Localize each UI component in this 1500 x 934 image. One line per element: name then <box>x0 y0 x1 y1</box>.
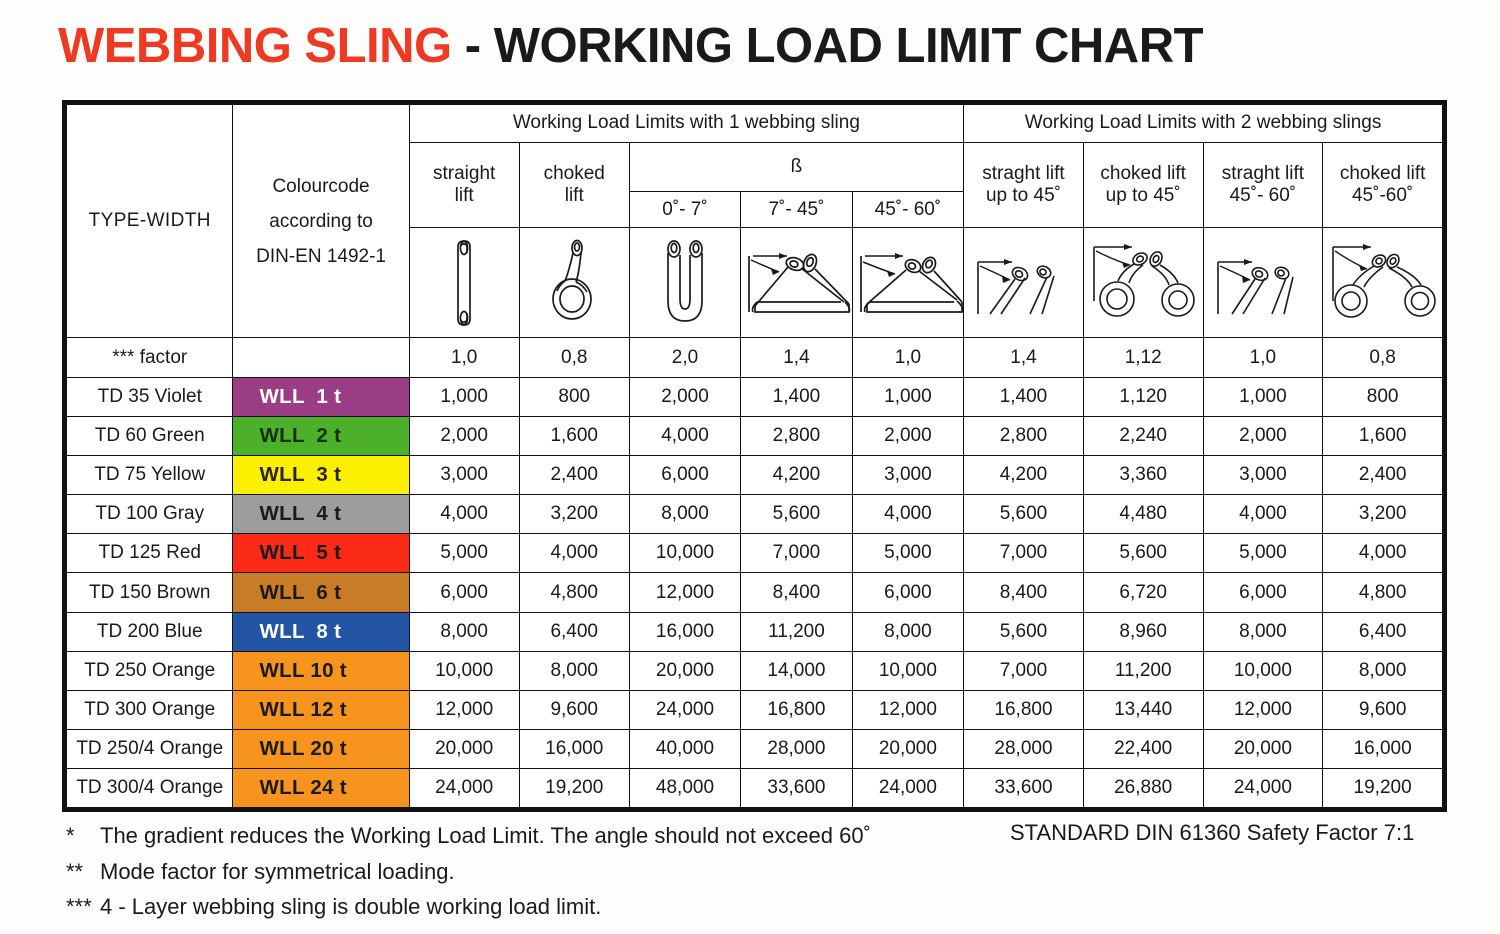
type-width-cell: TD 250/4 Orange <box>67 729 233 768</box>
load-value-cell: 2,800 <box>964 417 1084 456</box>
load-value-cell: 4,200 <box>964 456 1084 495</box>
load-value-cell: 2,800 <box>741 417 852 456</box>
table-row <box>67 495 1443 534</box>
colourcode-cell <box>233 573 409 612</box>
load-value-cell: 5,000 <box>852 534 963 573</box>
footnote-text: 4 - Layer webbing sling is double working load limit. <box>100 894 602 920</box>
load-value-cell: 11,200 <box>741 612 852 651</box>
load-value-cell: 3,200 <box>1323 495 1443 534</box>
header-2sling-choked-60 <box>1323 142 1443 227</box>
load-value-cell: 5,000 <box>1203 534 1323 573</box>
table-row <box>67 417 1443 456</box>
table-row <box>67 768 1443 807</box>
load-value-cell: 1,000 <box>1203 378 1323 417</box>
basket-sling-45-icon <box>741 227 852 338</box>
header-angle-7-45: 7˚- 45˚ <box>741 192 852 228</box>
load-value-cell: 1,000 <box>409 378 519 417</box>
factor-row <box>67 338 1443 378</box>
load-value-cell: 3,000 <box>1203 456 1323 495</box>
load-value-cell: 16,800 <box>741 690 852 729</box>
load-limit-table-wrap <box>62 100 1447 812</box>
straight-lift-icon <box>409 227 519 338</box>
load-value-cell: 4,000 <box>519 534 629 573</box>
header-2sling-choked-60-l1: choked lift <box>1339 162 1426 184</box>
load-value-cell: 8,000 <box>409 612 519 651</box>
header-2sling-straight-60-l2: 45˚- 60˚ <box>1229 184 1297 206</box>
colourcode-cell <box>233 495 409 534</box>
load-value-cell: 1,000 <box>852 378 963 417</box>
load-value-cell: 12,000 <box>629 573 740 612</box>
footnote-line <box>66 818 871 854</box>
title-rest: - WORKING LOAD LIMIT CHART <box>451 19 1204 73</box>
load-value-cell: 5,600 <box>964 612 1084 651</box>
load-value-cell: 12,000 <box>1203 690 1323 729</box>
load-value-cell: 19,200 <box>1323 768 1443 807</box>
load-value-cell: 12,000 <box>409 690 519 729</box>
load-value-cell: 28,000 <box>741 729 852 768</box>
header-colourcode <box>233 105 409 338</box>
footnote-line <box>66 889 871 925</box>
table-row <box>67 729 1443 768</box>
u-sling-icon <box>629 227 740 338</box>
header-choked-lift <box>519 142 629 227</box>
load-value-cell: 7,000 <box>741 534 852 573</box>
load-value-cell: 8,960 <box>1083 612 1203 651</box>
load-value-cell: 9,600 <box>519 690 629 729</box>
load-value-cell: 6,400 <box>1323 612 1443 651</box>
header-2sling-choked-45 <box>1083 142 1203 227</box>
header-straight-lift <box>409 142 519 227</box>
factor-value: 2,0 <box>629 338 740 378</box>
standard-note: STANDARD DIN 61360 Safety Factor 7:1 <box>1010 820 1415 845</box>
header-2sling-straight-45-l2: up to 45˚ <box>985 184 1061 206</box>
load-value-cell: 3,000 <box>852 456 963 495</box>
type-width-cell: TD 100 Gray <box>67 495 233 534</box>
header-2sling-straight-45-l1: straght lift <box>982 162 1065 184</box>
load-value-cell: 5,000 <box>409 534 519 573</box>
basket-sling-60-icon <box>852 227 963 338</box>
load-value-cell: 2,000 <box>629 378 740 417</box>
table-row <box>67 690 1443 729</box>
wll-swatch: WLL 6 t <box>233 573 408 611</box>
load-value-cell: 26,880 <box>1083 768 1203 807</box>
factor-label: *** factor <box>67 338 233 378</box>
load-value-cell: 10,000 <box>629 534 740 573</box>
load-value-cell: 16,800 <box>964 690 1084 729</box>
colourcode-cell <box>233 534 409 573</box>
load-value-cell: 24,000 <box>1203 768 1323 807</box>
header-angle-0-7: 0˚- 7˚ <box>629 192 740 228</box>
footnote-mark: * <box>66 823 75 848</box>
load-value-cell: 33,600 <box>964 768 1084 807</box>
type-width-cell: TD 125 Red <box>67 534 233 573</box>
type-width-cell: TD 250 Orange <box>67 651 233 690</box>
colourcode-line-2: according to <box>269 210 373 232</box>
type-width-cell: TD 75 Yellow <box>67 456 233 495</box>
load-value-cell: 1,400 <box>964 378 1084 417</box>
colourcode-cell <box>233 417 409 456</box>
load-value-cell: 3,360 <box>1083 456 1203 495</box>
colourcode-cell <box>233 768 409 807</box>
load-value-cell: 13,440 <box>1083 690 1203 729</box>
load-value-cell: 2,000 <box>852 417 963 456</box>
load-value-cell: 16,000 <box>629 612 740 651</box>
header-2sling-straight-60 <box>1203 142 1323 227</box>
type-width-cell: TD 200 Blue <box>67 612 233 651</box>
load-value-cell: 5,600 <box>741 495 852 534</box>
load-value-cell: 1,120 <box>1083 378 1203 417</box>
footnote-mark: ** <box>66 858 84 884</box>
header-2sling-choked-60-l2: 45˚-60˚ <box>1351 184 1414 206</box>
table-row <box>67 651 1443 690</box>
title-highlight: WEBBING SLING <box>58 19 452 73</box>
footnotes <box>66 818 871 925</box>
factor-value: 1,0 <box>409 338 519 378</box>
factor-value: 0,8 <box>519 338 629 378</box>
wll-swatch: WLL 1 t <box>233 378 408 416</box>
choked-lift-icon <box>519 227 629 338</box>
header-group-2-slings: Working Load Limits with 2 webbing slings <box>964 105 1443 143</box>
load-value-cell: 4,000 <box>629 417 740 456</box>
table-row <box>67 612 1443 651</box>
load-value-cell: 8,000 <box>1323 651 1443 690</box>
load-value-cell: 4,200 <box>741 456 852 495</box>
header-choked-lift-l1: choked <box>543 162 605 184</box>
wll-swatch: WLL 10 t <box>233 652 408 690</box>
load-value-cell: 4,000 <box>409 495 519 534</box>
load-value-cell: 40,000 <box>629 729 740 768</box>
load-value-cell: 3,000 <box>409 456 519 495</box>
colourcode-line-1: Colourcode <box>272 175 370 197</box>
load-value-cell: 2,400 <box>519 456 629 495</box>
table-row <box>67 378 1443 417</box>
type-width-cell: TD 60 Green <box>67 417 233 456</box>
header-group-1-sling: Working Load Limits with 1 webbing sling <box>409 105 964 143</box>
load-value-cell: 6,000 <box>629 456 740 495</box>
header-straight-lift-l2: lift <box>454 184 474 206</box>
header-type-width: TYPE-WIDTH <box>67 105 233 338</box>
load-value-cell: 5,600 <box>1083 534 1203 573</box>
colourcode-cell <box>233 612 409 651</box>
load-value-cell: 6,000 <box>1203 573 1323 612</box>
load-value-cell: 1,600 <box>1323 417 1443 456</box>
load-value-cell: 16,000 <box>1323 729 1443 768</box>
type-width-cell: TD 150 Brown <box>67 573 233 612</box>
load-value-cell: 12,000 <box>852 690 963 729</box>
header-beta-symbol: ß <box>629 142 963 192</box>
factor-blank <box>233 338 409 378</box>
load-value-cell: 20,000 <box>1203 729 1323 768</box>
footnote-mark: *** <box>66 894 92 920</box>
load-value-cell: 800 <box>519 378 629 417</box>
load-value-cell: 20,000 <box>852 729 963 768</box>
load-value-cell: 3,200 <box>519 495 629 534</box>
load-value-cell: 6,720 <box>1083 573 1203 612</box>
header-2sling-straight-60-l1: straght lift <box>1221 162 1305 184</box>
colourcode-cell <box>233 690 409 729</box>
load-value-cell: 28,000 <box>964 729 1084 768</box>
load-value-cell: 20,000 <box>409 729 519 768</box>
load-value-cell: 8,000 <box>629 495 740 534</box>
wll-swatch: WLL 20 t <box>233 730 408 768</box>
footnote-line <box>66 854 871 890</box>
colourcode-cell <box>233 651 409 690</box>
factor-value: 1,0 <box>1203 338 1323 378</box>
colourcode-cell <box>233 378 409 417</box>
wll-swatch: WLL 12 t <box>233 691 408 729</box>
load-value-cell: 8,000 <box>852 612 963 651</box>
load-value-cell: 1,600 <box>519 417 629 456</box>
header-angle-45-60: 45˚- 60˚ <box>852 192 963 228</box>
table-row <box>67 456 1443 495</box>
load-value-cell: 6,400 <box>519 612 629 651</box>
footnote-text: Mode factor for symmetrical loading. <box>100 858 455 884</box>
colourcode-line-3: DIN-EN 1492-1 <box>256 245 386 267</box>
load-value-cell: 8,400 <box>741 573 852 612</box>
load-value-cell: 4,000 <box>1203 495 1323 534</box>
load-value-cell: 4,480 <box>1083 495 1203 534</box>
load-value-cell: 24,000 <box>852 768 963 807</box>
header-group-row <box>67 105 1443 143</box>
factor-value: 1,4 <box>741 338 852 378</box>
load-value-cell: 16,000 <box>519 729 629 768</box>
load-value-cell: 4,800 <box>519 573 629 612</box>
load-value-cell: 6,000 <box>409 573 519 612</box>
load-value-cell: 2,240 <box>1083 417 1203 456</box>
page-title <box>58 19 1204 73</box>
load-value-cell: 20,000 <box>629 651 740 690</box>
two-sling-straight-60-icon <box>1203 227 1323 338</box>
load-value-cell: 2,000 <box>409 417 519 456</box>
type-width-cell: TD 300 Orange <box>67 690 233 729</box>
load-value-cell: 4,800 <box>1323 573 1443 612</box>
load-value-cell: 10,000 <box>409 651 519 690</box>
header-2sling-straight-45 <box>964 142 1084 227</box>
header-2sling-choked-45-l2: up to 45˚ <box>1105 184 1181 206</box>
factor-value: 1,12 <box>1083 338 1203 378</box>
header-choked-lift-l2: lift <box>564 184 584 206</box>
load-value-cell: 7,000 <box>964 534 1084 573</box>
load-value-cell: 5,600 <box>964 495 1084 534</box>
header-2sling-choked-45-l1: choked lift <box>1100 162 1186 184</box>
load-value-cell: 6,000 <box>852 573 963 612</box>
load-value-cell: 4,000 <box>852 495 963 534</box>
load-value-cell: 1,400 <box>741 378 852 417</box>
wll-swatch: WLL 4 t <box>233 495 408 533</box>
wll-swatch: WLL 2 t <box>233 417 408 455</box>
load-value-cell: 14,000 <box>741 651 852 690</box>
load-value-cell: 10,000 <box>852 651 963 690</box>
load-value-cell: 800 <box>1323 378 1443 417</box>
load-value-cell: 33,600 <box>741 768 852 807</box>
two-sling-choked-60-icon <box>1323 227 1443 338</box>
load-value-cell: 24,000 <box>409 768 519 807</box>
load-value-cell: 24,000 <box>629 690 740 729</box>
type-width-cell: TD 300/4 Orange <box>67 768 233 807</box>
factor-value: 1,0 <box>852 338 963 378</box>
load-limit-table <box>66 104 1443 808</box>
load-value-cell: 8,400 <box>964 573 1084 612</box>
load-value-cell: 4,000 <box>1323 534 1443 573</box>
two-sling-straight-45-icon <box>964 227 1084 338</box>
factor-value: 1,4 <box>964 338 1084 378</box>
table-body <box>67 378 1443 808</box>
two-sling-choked-45-icon <box>1083 227 1203 338</box>
load-value-cell: 8,000 <box>1203 612 1323 651</box>
table-row <box>67 573 1443 612</box>
load-value-cell: 11,200 <box>1083 651 1203 690</box>
footnote-text: The gradient reduces the Working Load Limit. The angle should not exceed 60˚ <box>100 823 871 848</box>
colourcode-cell <box>233 729 409 768</box>
load-value-cell: 19,200 <box>519 768 629 807</box>
load-value-cell: 9,600 <box>1323 690 1443 729</box>
factor-value: 0,8 <box>1323 338 1443 378</box>
load-value-cell: 2,000 <box>1203 417 1323 456</box>
header-straight-lift-l1: straight <box>432 162 496 184</box>
load-value-cell: 7,000 <box>964 651 1084 690</box>
wll-swatch: WLL 8 t <box>233 613 408 651</box>
load-value-cell: 22,400 <box>1083 729 1203 768</box>
load-value-cell: 48,000 <box>629 768 740 807</box>
load-value-cell: 10,000 <box>1203 651 1323 690</box>
colourcode-cell <box>233 456 409 495</box>
load-value-cell: 2,400 <box>1323 456 1443 495</box>
wll-swatch: WLL 5 t <box>233 534 408 572</box>
wll-swatch: WLL 24 t <box>233 769 408 807</box>
load-value-cell: 8,000 <box>519 651 629 690</box>
type-width-cell: TD 35 Violet <box>67 378 233 417</box>
wll-swatch: WLL 3 t <box>233 456 408 494</box>
table-row <box>67 534 1443 573</box>
